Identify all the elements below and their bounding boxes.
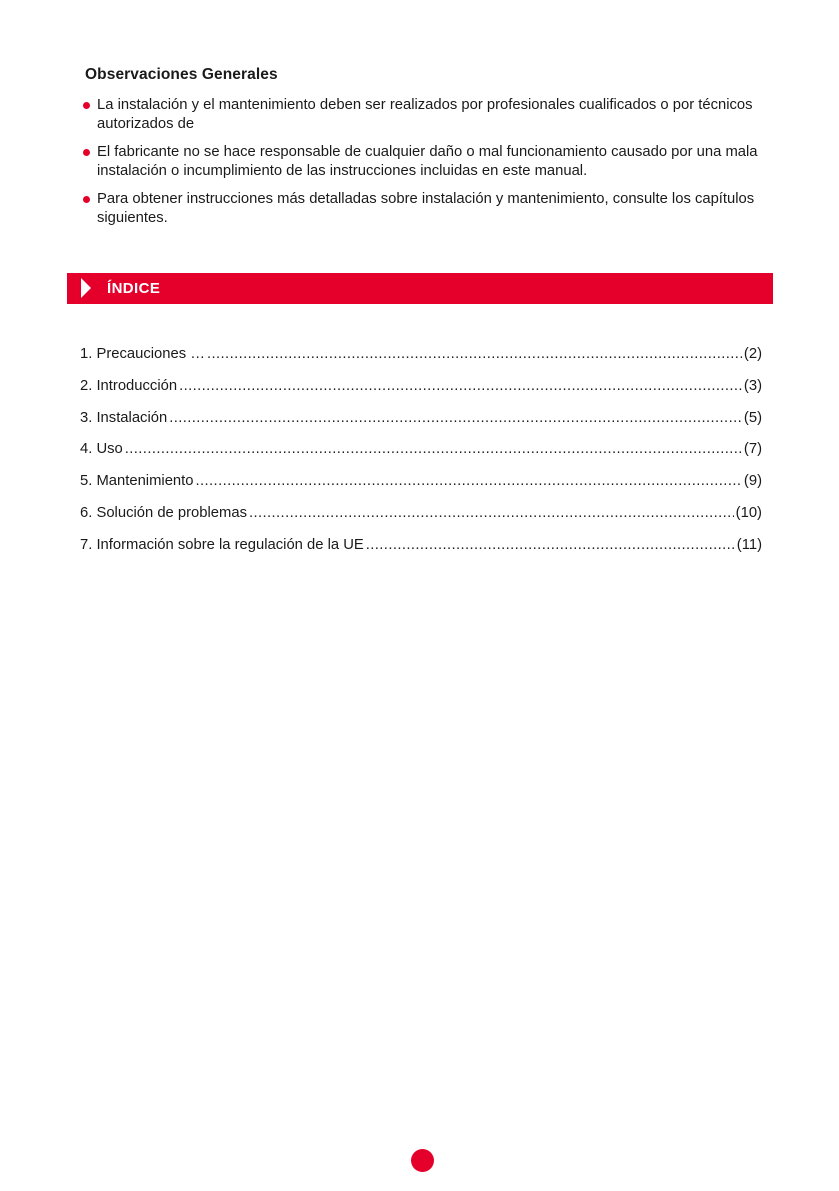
note-item [82,143,782,181]
toc-leader-dots [249,505,734,521]
toc-leader-dots [207,346,742,362]
note-text: La instalación y el mantenimiento deben ser realizados por profesionales cualificados o por técnicos autorizados de [97,97,753,132]
toc-entry-label: 7. Información sobre la regulación de la UE [80,536,364,553]
toc-entry[interactable] [80,473,762,505]
toc-entry-page: (10) [735,504,762,521]
toc-leader-dots [196,473,742,489]
index-heading: ÍNDICE [107,280,161,297]
note-item [82,96,782,134]
toc-leader-dots [125,441,742,457]
toc-entry[interactable] [80,410,762,442]
toc-leader-dots [179,378,742,394]
toc-entry-label: 5. Mantenimiento [80,473,194,490]
bullet-dot-icon [83,102,90,109]
toc-entry-label: 4. Uso [80,441,123,458]
notes-list [82,96,782,237]
toc-entry-label: 6. Solución de problemas [80,504,247,521]
bullet-dot-icon [83,149,90,156]
toc-entry-page: (11) [736,536,762,553]
page-marker-dot [411,1149,434,1172]
toc-entry-page: (9) [743,473,762,490]
note-text: Para obtener instrucciones más detalladas sobre instalación y mantenimiento, consulte los capítulos siguientes. [97,191,755,226]
toc-entry-page: (5) [743,409,762,426]
arrow-right-icon [81,278,91,298]
toc-entry[interactable] [80,346,762,378]
note-item [82,190,782,228]
toc-entry-page: (3) [743,377,762,394]
toc-entry-label: 3. Instalación [80,409,168,426]
toc-entry-page: (7) [743,441,762,458]
toc-leader-dots [169,410,742,426]
bullet-dot-icon [83,196,90,203]
toc-leader-dots [366,537,735,553]
note-text: El fabricante no se hace responsable de cualquier daño o mal funcionamiento causado por una mala instalación o incumplimiento de las instrucciones incluidas en este manual. [97,144,758,179]
toc-entry-page: (2) [743,346,762,362]
toc-entry[interactable] [80,378,762,410]
toc-entry-label: 1. Precauciones … [80,346,206,362]
notes-title: Observaciones Generales [85,66,278,83]
index-section-bar [67,273,773,304]
table-of-contents [80,346,762,569]
toc-entry[interactable] [80,441,762,473]
toc-entry[interactable] [80,505,762,537]
toc-entry[interactable] [80,537,762,569]
toc-entry-label: 2. Introducción [80,377,178,394]
